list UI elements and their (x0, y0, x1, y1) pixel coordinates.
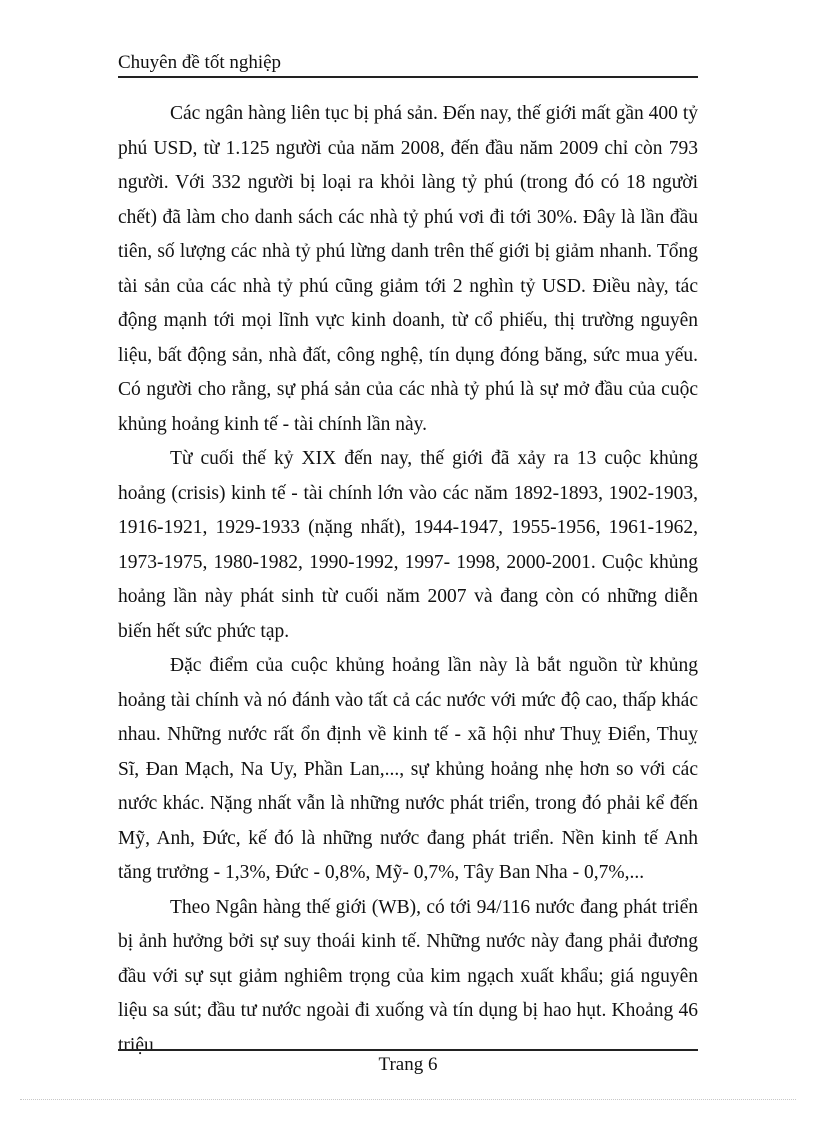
page-number: Trang 6 (378, 1054, 438, 1075)
header-rule (118, 76, 698, 78)
paragraph-4: Theo Ngân hàng thế giới (WB), có tới 94/116 nước đang phát triển bị ảnh hưởng bởi sự suy thoái kinh tế. Những nước này đang phải đương đầu với sự sụt giảm nghiêm trọng của kim ngạch xuất khẩu; giá nguyên liệu sa sút; đầu tư nước ngoài đi xuống và tín dụng bị hao hụt. Khoảng 46 triệu (118, 896, 698, 1056)
paragraph-1: Các ngân hàng liên tục bị phá sản. Đến nay, thế giới mất gần 400 tỷ phú USD, từ 1.125 người của năm 2008, đến đầu năm 2009 chỉ còn 793 người. Với 332 người bị loại ra khỏi làng tỷ phú (trong đó có 18 người chết) đã làm cho danh sách các nhà tỷ phú vơi đi tới 30%. Đây là lần đầu tiên, số lượng các nhà tỷ phú lừng danh trên thế giới bị giảm nhanh. Tổng tài sản của các nhà tỷ phú cũng giảm tới 2 nghìn tỷ USD. Điều này, tác động mạnh tới mọi lĩnh vực kinh doanh, từ cổ phiếu, thị trường nguyên liệu, bất động sản, nhà đất, công nghệ, tín dụng đóng băng, sức mua yếu. Có người cho rằng, sự phá sản của các nhà tỷ phú là sự mở đầu của cuộc khủng hoảng kinh tế - tài chính lần này. (118, 103, 698, 435)
page-bottom-edge (20, 1099, 796, 1100)
paragraph-3: Đặc điểm của cuộc khủng hoảng lần này là bắt nguồn từ khủng hoảng tài chính và nó đánh vào tất cả các nước với mức độ cao, thấp khác nhau. Những nước rất ổn định về kinh tế - xã hội như Thuỵ Điển, Thuỵ Sĩ, Đan Mạch, Na Uy, Phần Lan,..., sự khủng hoảng nhẹ hơn so với các nước khác. Nặng nhất vẫn là những nước phát triển, trong đó phải kể đến Mỹ, Anh, Đức, kế đó là những nước đang phát triển. Nền kinh tế Anh tăng trưởng - 1,3%, Đức - 0,8%, Mỹ- 0,7%, Tây Ban Nha - 0,7%,... (118, 655, 698, 883)
page-header: Chuyên đề tốt nghiệp (118, 52, 282, 73)
paragraph-2: Từ cuối thế kỷ XIX đến nay, thế giới đã xảy ra 13 cuộc khủng hoảng (crisis) kinh tế - tài chính lớn vào các năm 1892-1893, 1902-1903, 1916-1921, 1929-1933 (nặng nhất), 1944-1947, 1955-1956, 1961-1962, 1973-1975, 1980-1982, 1990-1992, 1997- 1998, 2000-2001. Cuộc khủng hoảng lần này phát sinh từ cuối năm 2007 và đang còn có những diễn biến hết sức phức tạp. (118, 448, 698, 642)
page-content (118, 97, 698, 1063)
footer-rule (118, 1049, 698, 1051)
